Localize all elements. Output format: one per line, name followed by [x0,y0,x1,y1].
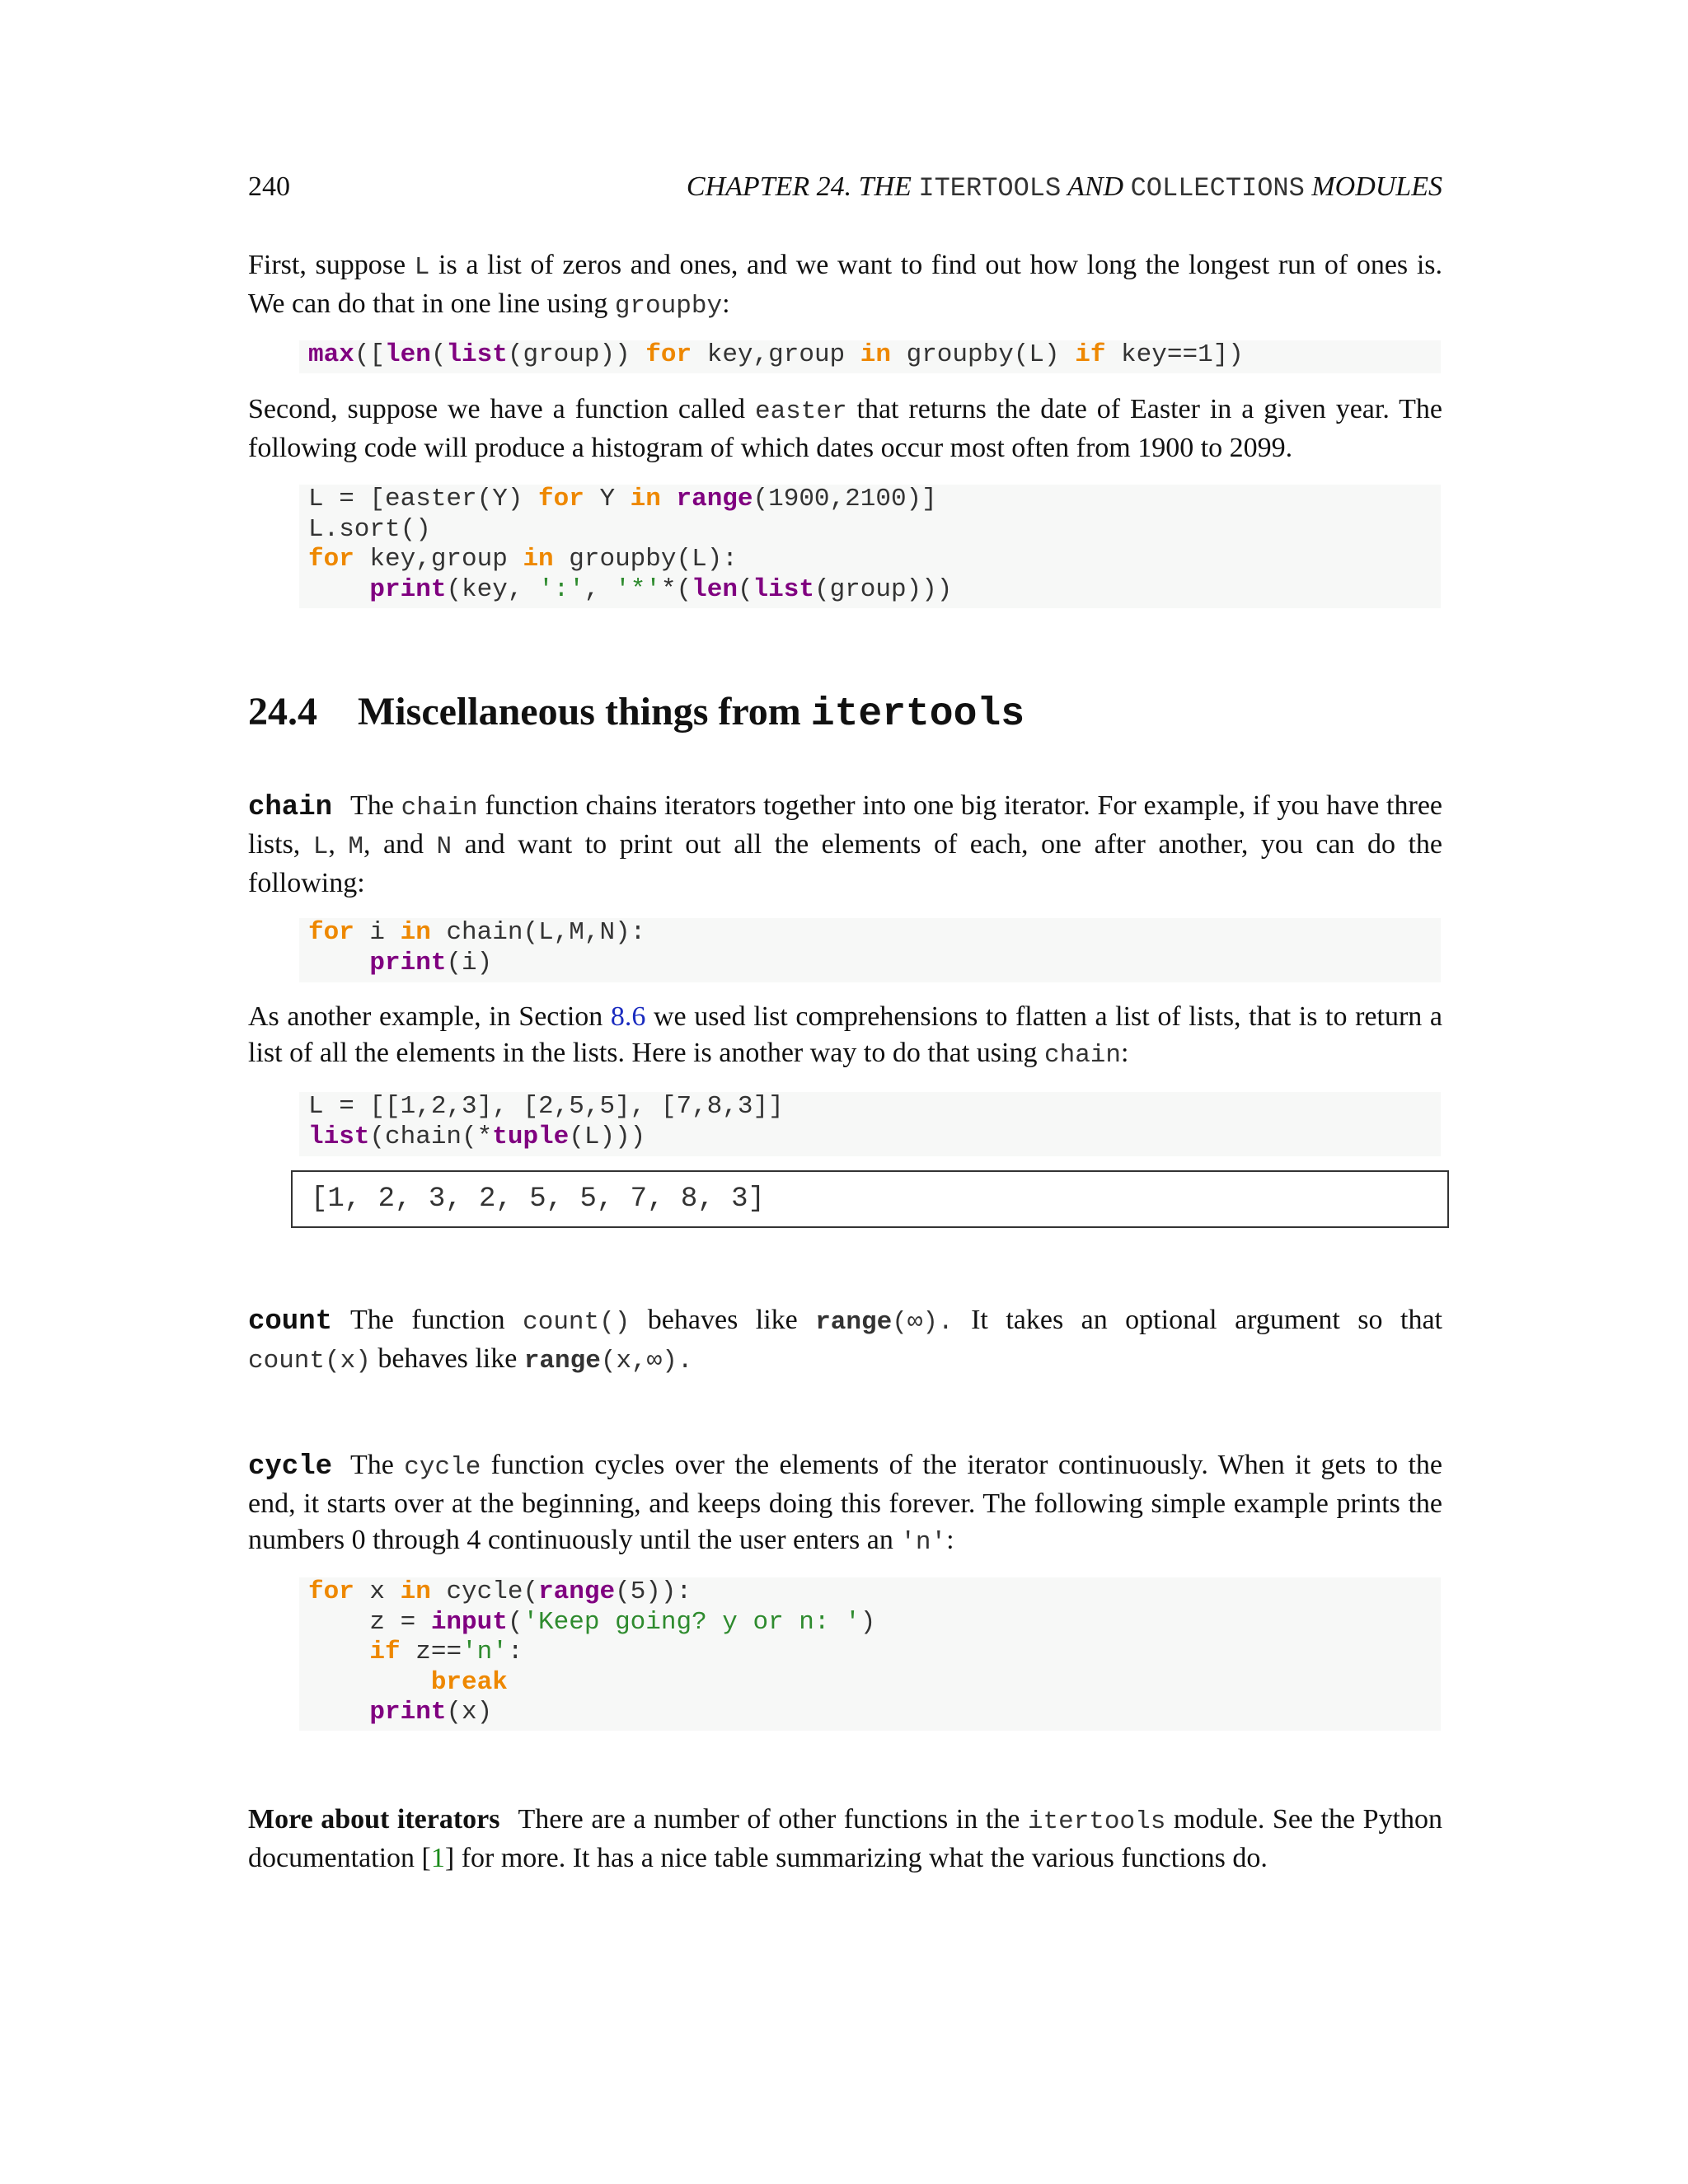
code-block-chain-loop: for i in chain(L,M,N): print(i) [299,918,1441,982]
term-count: count [248,1306,333,1338]
paragraph-count: count The function count() behaves like range(∞). It takes an optional argument so that count(x) behaves like range(x,∞). [248,1305,1442,1376]
output-box: [1, 2, 3, 2, 5, 5, 7, 8, 3] [291,1170,1449,1228]
page-number: 240 [248,171,290,202]
code-block-cycle: for x in cycle(range(5)): z = input('Keep going? y or n: ') if z=='n': break print(x) [299,1577,1441,1731]
code-block-easter: L = [easter(Y) for Y in range(1900,2100)] L.sort() for key,group in groupby(L): print(key, ':', '*'*(len(list(group))) [299,485,1441,608]
paragraph-chain: chain The chain function chains iterators together into one big iterator. For example, if you have three lists, L, M, and N and want to print out all the elements of each, one after another, you can do the following: [248,790,1442,898]
chapter-title: CHAPTER 24. THE ITERTOOLS AND COLLECTIONS MODULES [686,171,1442,204]
paragraph-more-iterators: More about iterators There are a number of other functions in the itertools module. See the Python documentation [1] for more. It has a nice table summarizing what the various functions do. [248,1804,1442,1873]
section-heading: 24.4 Miscellaneous things from itertools [248,690,1025,737]
term-cycle: cycle [248,1451,333,1483]
paragraph-groupby-intro: First, suppose L is a list of zeros and ones, and we want to find out how long the longest run of ones is. We can do that in one line using groupby: [248,250,1442,321]
paragraph-cycle: cycle The cycle function cycles over the elements of the iterator continuously. When it gets to the end, it starts over at the beginning, and keeps doing this forever. The following simple example prints the numbers 0 through 4 continuously until the user enters an 'n': [248,1450,1442,1557]
code-block-chain-flatten: L = [[1,2,3], [2,5,5], [7,8,3]] list(chain(*tuple(L))) [299,1092,1441,1156]
section-reference-link[interactable]: 8.6 [610,1001,646,1032]
code-block-groupby-max: max([len(list(group)) for key,group in groupby(L) if key==1]) [299,340,1441,373]
running-header [248,171,1442,213]
citation-link[interactable]: 1 [430,1843,445,1873]
term-more-about-iterators: More about iterators [248,1804,500,1835]
paragraph-easter: Second, suppose we have a function called easter that returns the date of Easter in a given year. The following code will produce a histogram of which dates occur most often from 1900 to 2099. [248,394,1442,463]
term-chain: chain [248,792,333,823]
paragraph-flatten: As another example, in Section 8.6 we used list comprehensions to flatten a list of lists, that is to return a list of all the elements in the lists. Here is another way to do that using chain: [248,1001,1442,1070]
